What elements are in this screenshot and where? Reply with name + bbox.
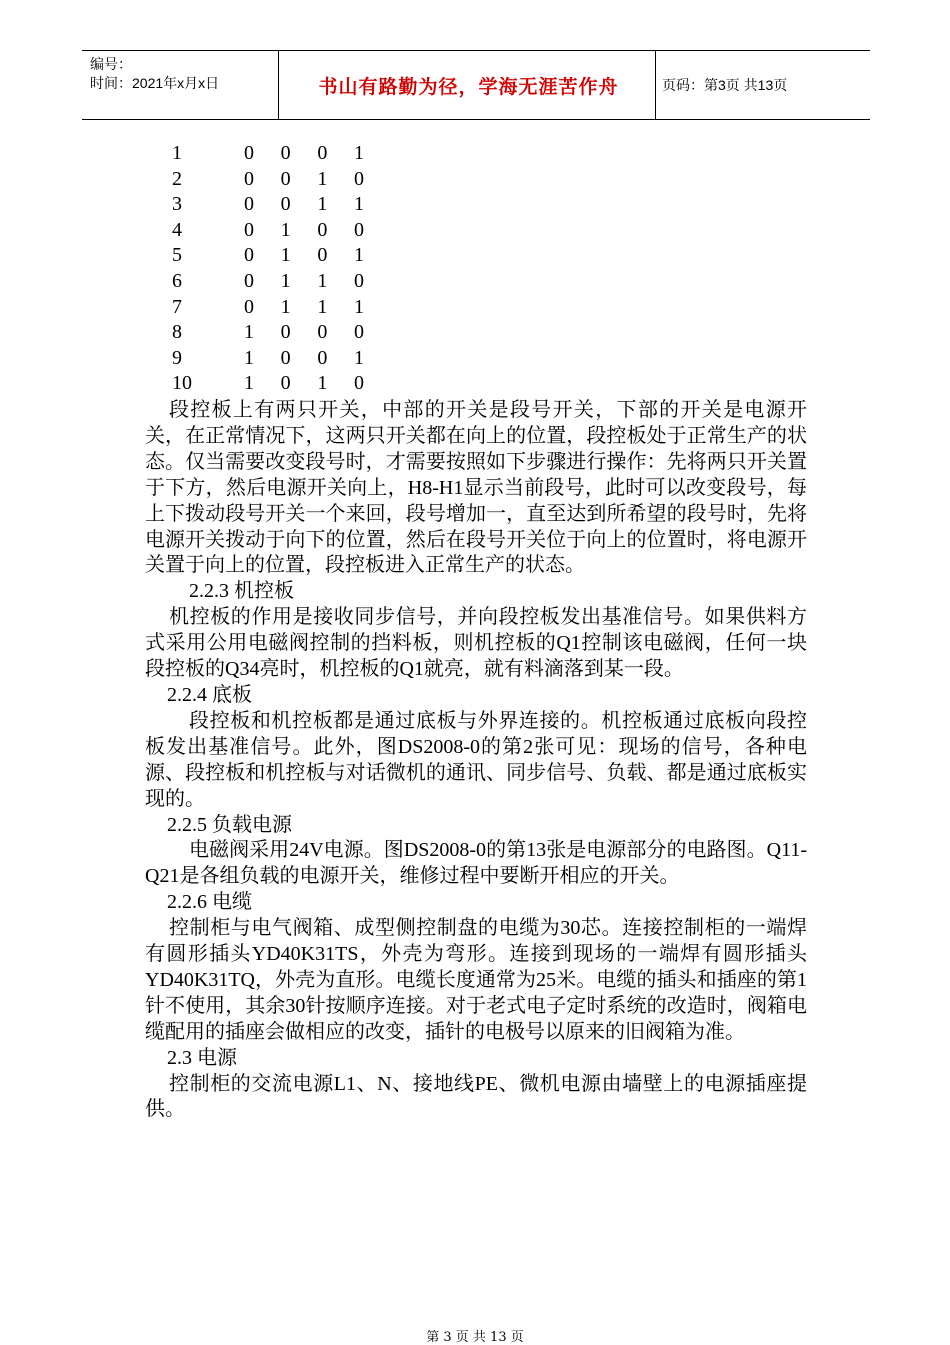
bit-value: 0 — [244, 295, 254, 318]
bit-value: 1 — [317, 269, 328, 292]
bit-value: 0 — [353, 218, 364, 241]
bit-value: 0 — [353, 321, 364, 344]
segment-number: 2 — [172, 167, 182, 190]
header-meta — [90, 55, 219, 93]
bit-value: 0 — [317, 244, 328, 267]
segment-number: 7 — [172, 295, 182, 318]
paragraph-power-supply: 控制柜的交流电源L1、N、接地线PE、微机电源由墙壁上的电源插座提供。 — [145, 1072, 807, 1121]
bit-value: 0 — [280, 321, 291, 344]
code-row — [172, 192, 392, 218]
paragraph-cables: 控制柜与电气阀箱、成型侧控制盘的电缆为30芯。连接控制柜的一端焊有圆形插头YD40K31TS，外壳为弯形。连接到现场的一端焊有圆形插头YD40K31TQ，外壳为直形。电缆长度通常为25米。电缆的插头和插座的第1针不使用，其余30针按顺序连接。对于老式电子定时系统的改造时，阀箱电缆配用的插座会做相应的改变，插针的电极号以原来的旧阀箱为准。 — [145, 917, 807, 1043]
section-heading-2-2-6: 2.2.6 电缆 — [167, 891, 252, 914]
bit-value: 1 — [353, 244, 364, 267]
segment-bits — [244, 218, 364, 244]
bit-value: 0 — [244, 244, 254, 267]
code-row — [172, 218, 392, 244]
bit-value: 1 — [317, 167, 328, 190]
bit-value: 0 — [280, 193, 291, 216]
segment-number: 1 — [172, 142, 182, 164]
segment-bits — [244, 269, 364, 295]
code-row — [172, 371, 392, 397]
segment-bits — [244, 141, 364, 167]
bit-value: 0 — [353, 269, 364, 292]
bit-value: 1 — [353, 142, 364, 164]
bit-value: 0 — [317, 321, 328, 344]
segment-code-table — [172, 141, 392, 397]
bit-value: 1 — [317, 295, 328, 318]
header-divider — [278, 51, 279, 119]
bit-value: 1 — [353, 346, 364, 369]
bit-value: 0 — [280, 372, 291, 395]
section-heading-2-2-3: 2.2.3 机控板 — [189, 580, 294, 603]
segment-bits — [244, 371, 364, 397]
segment-bits — [244, 295, 364, 321]
bit-value: 0 — [244, 167, 254, 190]
paragraph-machine-board: 机控板的作用是接收同步信号，并向段控板发出基准信号。如果供料方式采用公用电磁阀控制的挡料板，则机控板的Q1控制该电磁阀，任何一块段控板的Q34亮时，机控板的Q1就亮，就有料滴落到某一段。 — [145, 606, 807, 681]
code-row — [172, 269, 392, 295]
bit-value: 0 — [317, 346, 328, 369]
document-number-label: 编号： — [90, 56, 132, 72]
segment-bits — [244, 243, 364, 269]
paragraph-backplane: 段控板和机控板都是通过底板与外界连接的。机控板通过底板向段控板发出基准信号。此外，图DS2008-0的第2张可见：现场的信号，各种电源、段控板和机控板与对话微机的通讯、同步信号、负载、都是通过底板实现的。 — [145, 709, 807, 810]
bit-value: 1 — [317, 193, 328, 216]
segment-number: 9 — [172, 346, 182, 369]
page-header — [82, 50, 870, 120]
bit-value: 1 — [244, 321, 254, 344]
paragraph-segment-board-switches: 段控板上有两只开关，中部的开关是段号开关，下部的开关是电源开关，在正常情况下，这两只开关都在向上的位置，段控板处于正常生产的状态。仅当需要改变段号时，才需要按照如下步骤进行操作：先将两只开关置于下方，然后电源开关向上，H8-H1显示当前段号，此时可以改变段号，每上下拨动段号开关一个来回，段号增加一，直至达到所希望的段号时，先将电源开关拨动于向下的位置，然后在段号开关位于向上的位置时，将电源开关置于向上的位置，段控板进入正常生产的状态。 — [145, 399, 807, 577]
segment-number: 10 — [172, 372, 192, 395]
segment-number: 3 — [172, 193, 182, 216]
bit-value: 0 — [244, 193, 254, 216]
segment-number: 5 — [172, 244, 182, 267]
bit-value: 0 — [244, 269, 254, 292]
bit-value: 1 — [280, 269, 291, 292]
bit-value: 0 — [353, 167, 364, 190]
segment-number: 6 — [172, 269, 182, 292]
bit-value: 1 — [280, 218, 291, 241]
section-heading-2-2-4: 2.2.4 底板 — [167, 683, 252, 706]
segment-bits — [244, 320, 364, 346]
bit-value: 1 — [280, 295, 291, 318]
bit-value: 1 — [280, 244, 291, 267]
bit-value: 0 — [280, 142, 291, 164]
bit-value: 1 — [353, 193, 364, 216]
bit-value: 1 — [317, 372, 328, 395]
segment-bits — [244, 346, 364, 372]
segment-number: 4 — [172, 218, 182, 241]
header-page-info: 页码：第3页 共13页 — [662, 77, 788, 93]
bit-value: 1 — [353, 295, 364, 318]
bit-value: 0 — [280, 167, 291, 190]
section-heading-2-3: 2.3 电源 — [167, 1046, 237, 1069]
code-row — [172, 346, 392, 372]
header-motto: 书山有路勤为径，学海无涯苦作舟 — [318, 75, 619, 98]
section-heading-2-2-5: 2.2.5 负载电源 — [167, 813, 292, 836]
code-row — [172, 141, 392, 167]
bit-value: 1 — [244, 346, 254, 369]
paragraph-load-power: 电磁阀采用24V电源。图DS2008-0的第13张是电源部分的电路图。Q11-Q21是各组负载的电源开关，维修过程中要断开相应的开关。 — [145, 839, 807, 888]
segment-bits — [244, 192, 364, 218]
page-footer: 第 3 页 共 13 页 — [426, 1330, 524, 1345]
bit-value: 0 — [280, 346, 291, 369]
code-row — [172, 167, 392, 193]
bit-value: 0 — [353, 372, 364, 395]
code-row — [172, 243, 392, 269]
bit-value: 0 — [244, 218, 254, 241]
document-body — [145, 398, 807, 1123]
document-time-label: 时间：2021年x月x日 — [90, 75, 220, 91]
bit-value: 0 — [317, 218, 328, 241]
segment-number: 8 — [172, 321, 182, 344]
segment-bits — [244, 167, 364, 193]
code-row — [172, 320, 392, 346]
bit-value: 0 — [244, 142, 254, 164]
bit-value: 0 — [317, 142, 328, 164]
code-row — [172, 295, 392, 321]
bit-value: 1 — [244, 372, 254, 395]
